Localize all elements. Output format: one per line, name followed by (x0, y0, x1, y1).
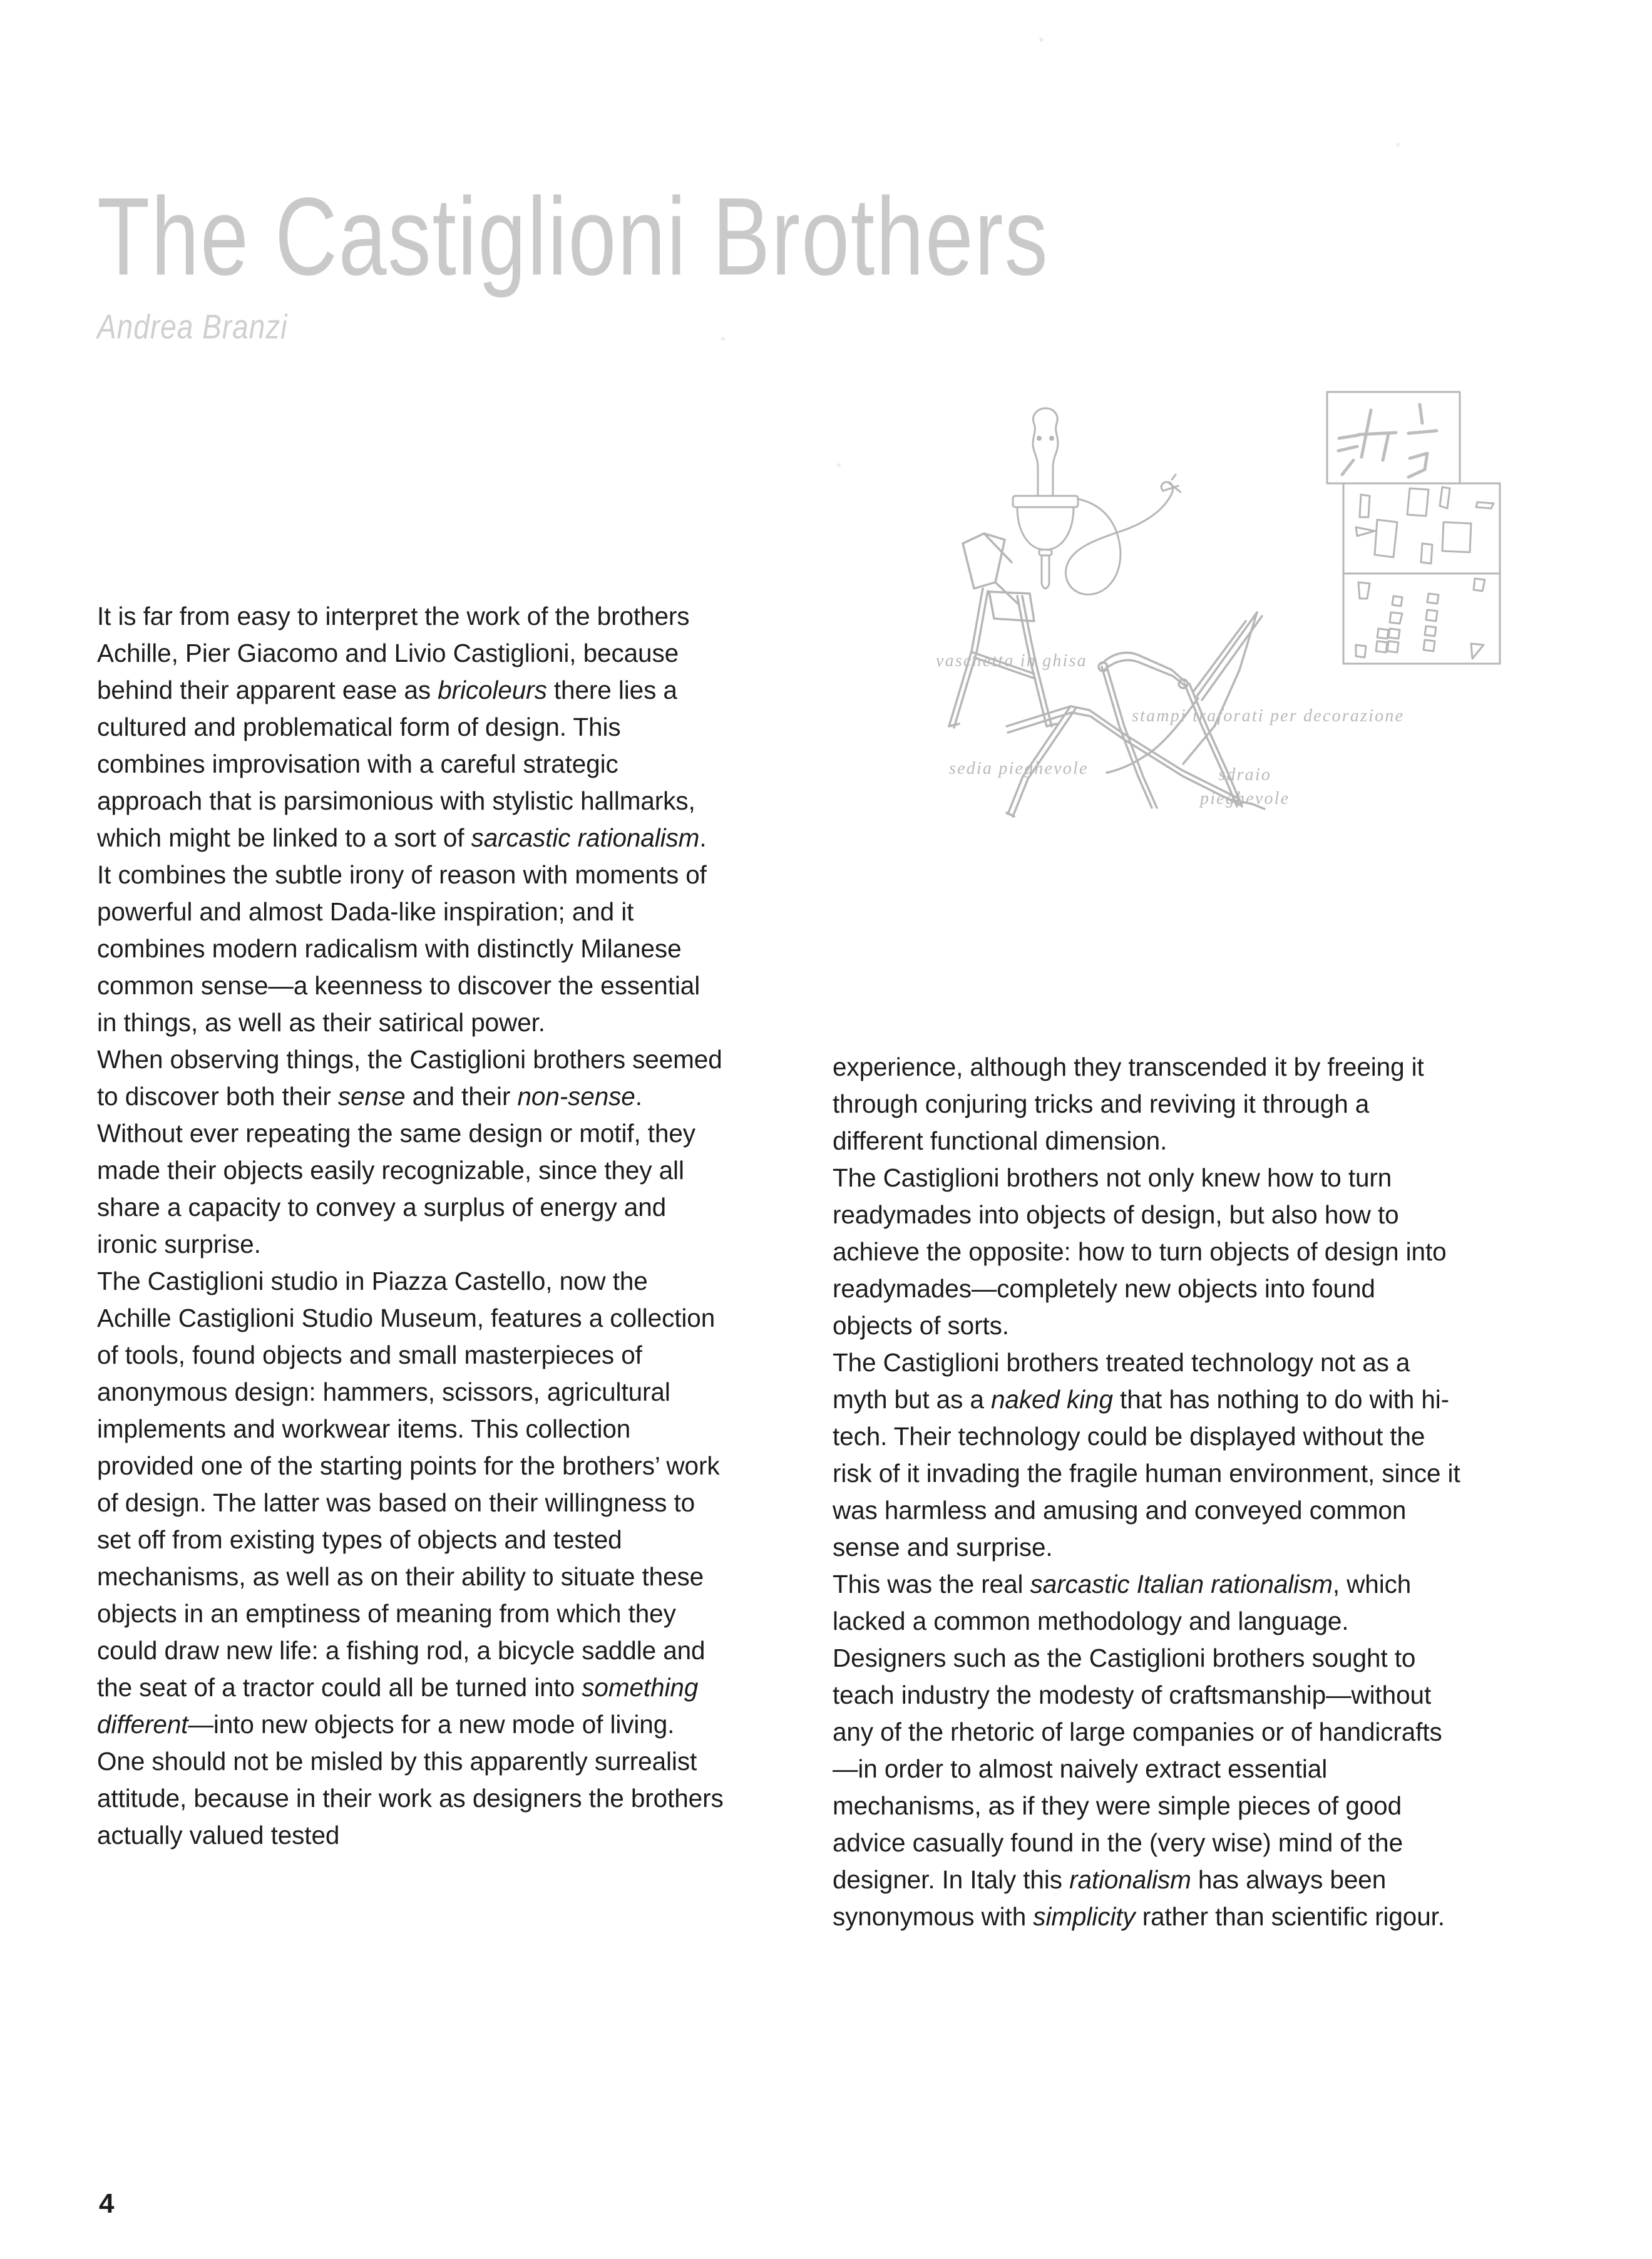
cast-iron-basin-sketch (1013, 408, 1181, 595)
caption-sdraio-line2: pieghevole (1200, 788, 1290, 808)
perforated-decoration-moulds-sketch (1327, 392, 1500, 664)
body-paragraph: This was the real sarcastic Italian rationalism, which lacked a common methodology and language. Designers such as the Castiglioni brothers sought to teach industry the modesty of craftsmanship—without any of the rhetoric of large companies or of handicrafts—in order to almost naively extract essential mechanisms, as if they were simple pieces of good advice casually found in the (very wise) mind of the designer. In Italy this rationalism has always been synonymous with simplicity rather than scientific rigour. (833, 1570, 1445, 1931)
body-paragraph: The Castiglioni studio in Piazza Castello, now the Achille Castiglioni Studio Museum, features a collection of tools, found objects and small masterpieces of anonymous design: hammers, scissors, agricultural implements and workwear items. This collection provided one of the starting points for the brothers’ work of design. The latter was based on their willingness to set off from existing types of objects and tested mechanisms, as well as on their ability to situate these objects in an emptiness of meaning from which they could draw new life: a fishing rod, a bicycle saddle and the seat of a tractor could all be turned into something different—into new objects for a new mode of living. (97, 1267, 720, 1739)
folding-chair-sketch (949, 533, 1057, 728)
body-paragraph: When observing things, the Castiglioni brothers seemed to discover both their sense and their non-sense. Without ever repeating the same design or motif, they made their objects easily recognizable, since they all share a capacity to convey a surplus of energy and ironic surprise. (97, 1045, 722, 1258)
scan-speck (1039, 38, 1044, 42)
body-paragraph: The Castiglioni brothers treated technology not as a myth but as a naked king that has nothing to do with hi-tech. Their technology could be displayed without the risk of it invading the fragile human environment, since it was harmless and amusing and conveyed common sense and surprise. (833, 1348, 1460, 1562)
body-paragraph: It is far from easy to interpret the work of the brothers Achille, Pier Giacomo and Livio Castiglioni, because behind their apparent ease as bricoleurs there lies a cultured and problematical form of design. This combines improvisation with a careful strategic approach that is parsimonious with stylistic hallmarks, which might be linked to a sort of sarcastic rationalism. It combines the subtle irony of reason with moments of powerful and almost Dada-like inspiration; and it combines modern radicalism with distinctly Milanese common sense—a keenness to discover the essential in things, as well as their satirical power. (97, 602, 707, 1037)
page-number: 4 (99, 2188, 115, 2219)
sketch-canvas (889, 376, 1552, 1008)
body-paragraph: One should not be misled by this apparently surrealist attitude, because in their work as designers the brothers actually valued tested (97, 1747, 724, 1850)
body-paragraph: experience, although they transcended it by freeing it through conjuring tricks and reviving it through a different functional dimension. (833, 1052, 1424, 1155)
body-column-right (833, 1049, 1462, 1935)
scan-speck (837, 463, 841, 467)
scan-speck (1396, 143, 1400, 147)
caption-sdraio-line1: sdraio (1218, 765, 1272, 785)
masthead (97, 175, 1537, 346)
body-paragraph: The Castiglioni brothers not only knew how to turn readymades into objects of design, but also how to achieve the opposite: how to turn objects of design into readymades—completely new objects into found objects of sorts. (833, 1163, 1447, 1340)
caption-sdraio (1200, 763, 1290, 811)
caption-sedia: sedia pieghevole (949, 759, 1089, 778)
page-title: The Castiglioni Brothers (97, 175, 1049, 299)
figure-illustration-group (889, 376, 1552, 1008)
body-column-left (97, 598, 726, 1854)
author-byline: Andrea Branzi (97, 307, 288, 346)
caption-vaschetta: vaschetta in ghisa (936, 651, 1087, 671)
caption-stampi: stampi traforati per decorazione (1132, 706, 1405, 726)
